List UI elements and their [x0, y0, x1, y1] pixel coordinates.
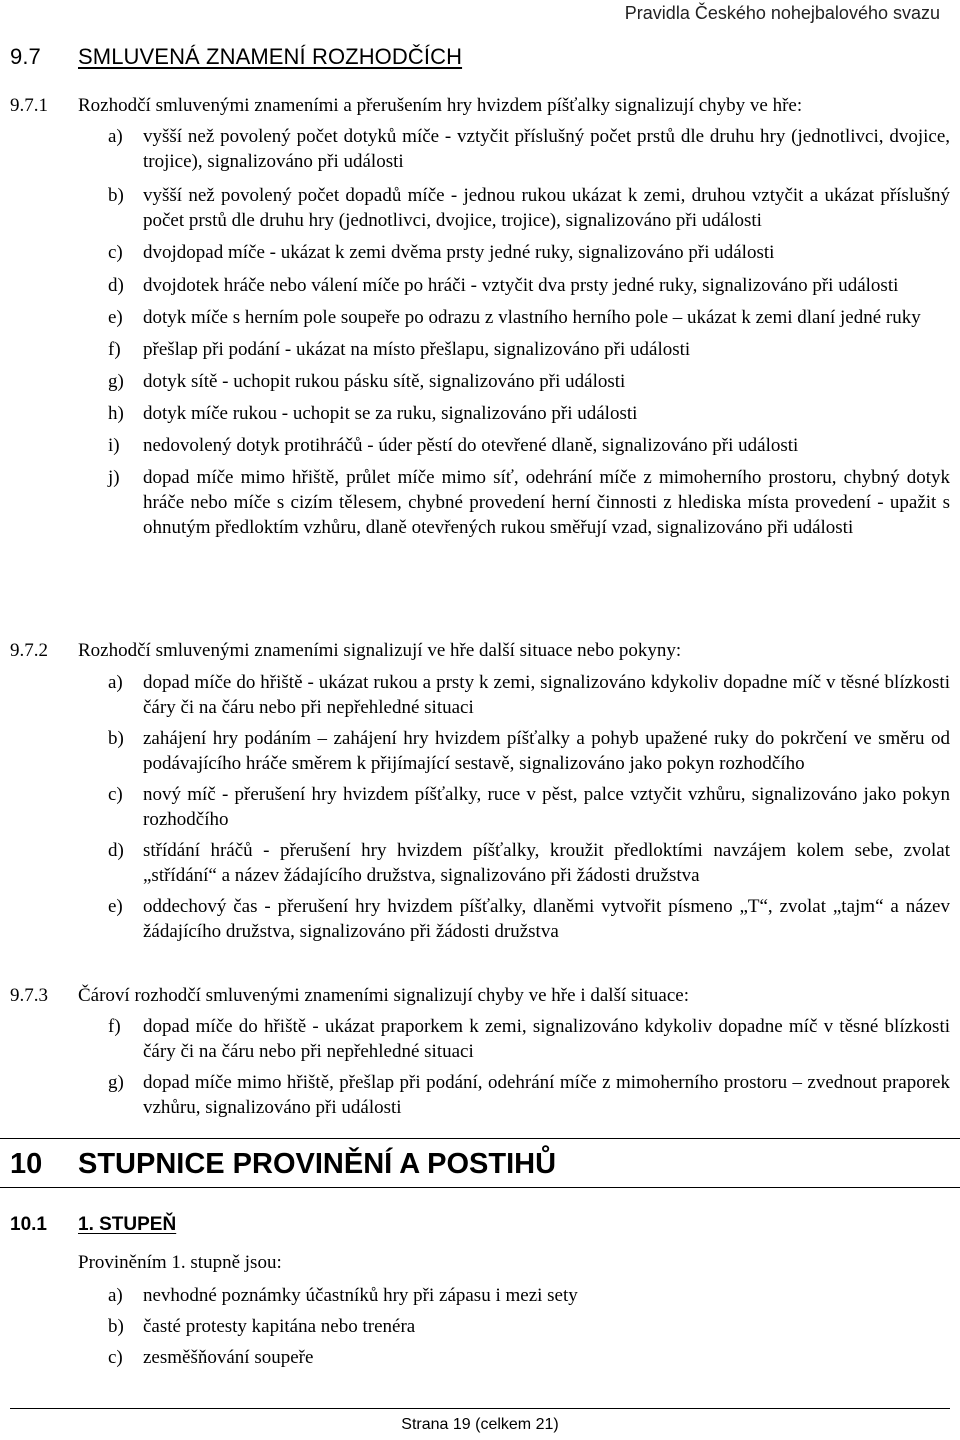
rule-9-7-1	[10, 93, 950, 118]
rule-text: Rozhodčí smluvenými znameními a přerušením hry hvizdem píšťalky signalizují chyby ve hře:	[78, 95, 803, 116]
subsection-title: 1. STUPEŇ	[78, 1214, 177, 1235]
list-item: b) zahájení hry podáním – zahájení hry hvizdem píšťalky a pohyb upažené ruky do pokrčení ve směru od podávajícího hráče směrem k přijímající sestavě, signalizováno jako pokyn rozhodčího	[108, 728, 950, 774]
list-item: c) zesměšňování soupeře	[108, 1347, 314, 1368]
list-item: f) dopad míče do hřiště - ukázat praporkem k zemi, signalizováno kdykoliv dopadne míč v těsné blízkosti čáry či na čáru nebo při nepřehledné situaci	[108, 1016, 950, 1062]
list-item: a) nevhodné poznámky účastníků hry při zápasu i mezi sety	[108, 1285, 578, 1306]
subsection-heading-10-1	[10, 1214, 176, 1236]
rule-9-7-2	[10, 638, 950, 663]
subsection-intro: Proviněním 1. stupně jsou:	[78, 1252, 282, 1273]
list-item: a) dopad míče do hřiště - ukázat rukou a prsty k zemi, signalizováno kdykoliv dopadne míč v těsné blízkosti čáry či na čáru nebo při nepřehledné situaci	[108, 672, 950, 718]
offense-list	[108, 1283, 950, 1370]
list-item: a) vyšší než povolený počet dotyků míče - vztyčit příslušný počet prstů dle druhu hry (jednotlivci, dvojice, trojice), signalizováno při události	[108, 126, 950, 172]
rule-number: 9.7.3	[10, 985, 48, 1006]
section-number: 10	[10, 1148, 43, 1180]
list-item: j) dopad míče mimo hřiště, průlet míče mimo síť, odehrání míče z mimoherního prostoru, chybný dotyk hráče nebo míče s cizím tělesem, chybné provedení herní činnosti z hlediska místa provedení - upažit s ohnutým předloktím vzhůru, dlaně otevřených rukou směřují vzad, signalizováno při události	[108, 467, 950, 538]
rule-text: Rozhodčí smluvenými znameními signalizují ve hře další situace nebo pokyny:	[78, 640, 682, 661]
list-item: i) nedovolený dotyk protihráčů - úder pěstí do otevřené dlaně, signalizováno při události	[108, 435, 799, 456]
rule-9-7-3	[10, 983, 950, 1008]
list-item: e) oddechový čas - přerušení hry hvizdem píšťalky, dlaněmi vytvořit písmeno „T“, zvolat „tajm“ a název žádajícího družstva, signalizováno při žádosti družstva	[108, 896, 950, 942]
list-item: h) dotyk míče rukou - uchopit se za ruku, signalizováno při události	[108, 403, 638, 424]
list-item: d) střídání hráčů - přerušení hry hvizdem píšťalky, kroužit předloktími navzájem kolem sebe, zvolat „střídání“ a název žádajícího družstva, signalizováno při žádosti družstva	[108, 840, 950, 886]
list-item: g) dopad míče mimo hřiště, přešlap při podání, odehrání míče z mimoherního prostoru – zvednout praporek vzhůru, signalizováno při události	[108, 1072, 950, 1118]
section-heading-10	[0, 1138, 960, 1188]
section-number: 9.7	[10, 44, 41, 69]
rule-number: 9.7.1	[10, 95, 48, 116]
list-item: b) časté protesty kapitána nebo trenéra	[108, 1316, 416, 1337]
section-heading-9-7	[10, 44, 462, 70]
list-item: g) dotyk sítě - uchopit rukou pásku sítě, signalizováno při události	[108, 371, 626, 392]
list-item: c) dvojdopad míče - ukázat k zemi dvěma prsty jedné ruky, signalizováno při události	[108, 242, 775, 263]
rule-9-7-3-list	[108, 1014, 950, 1120]
rule-number: 9.7.2	[10, 640, 48, 661]
list-item: b) vyšší než povolený počet dopadů míče - jednou rukou ukázat k zemi, druhou vztyčit a ukázat příslušný počet prstů dle druhu hry (jednotlivci, dvojice, trojice), signalizováno při události	[108, 185, 950, 231]
section-title: SMLUVENÁ ZNAMENÍ ROZHODČÍCH	[78, 44, 463, 69]
rule-text: Čároví rozhodčí smluvenými znameními signalizují chyby ve hře i další situace:	[78, 985, 690, 1006]
section-title: STUPNICE PROVINĚNÍ A POSTIHŮ	[78, 1148, 557, 1180]
list-item: e) dotyk míče s herním pole soupeře po odrazu z vlastního herního pole – ukázat k zemi dlaní jedné ruky	[108, 307, 921, 328]
rule-9-7-1-list	[108, 124, 950, 540]
footer-divider	[10, 1408, 950, 1409]
page-header: Pravidla Českého nohejbalového svazu	[624, 3, 940, 23]
subsection-number: 10.1	[10, 1214, 47, 1235]
page-number: Strana 19 (celkem 21)	[401, 1416, 559, 1433]
list-item: c) nový míč - přerušení hry hvizdem píšťalky, ruce v pěst, palce vztyčit vzhůru, signalizováno jako pokyn rozhodčího	[108, 784, 950, 830]
rule-9-7-2-list	[108, 670, 950, 944]
list-item: d) dvojdotek hráče nebo válení míče po hráči - vztyčit dva prsty jedné ruky, signalizováno při události	[108, 275, 899, 296]
list-item: f) přešlap při podání - ukázat na místo přešlapu, signalizováno při události	[108, 339, 691, 360]
